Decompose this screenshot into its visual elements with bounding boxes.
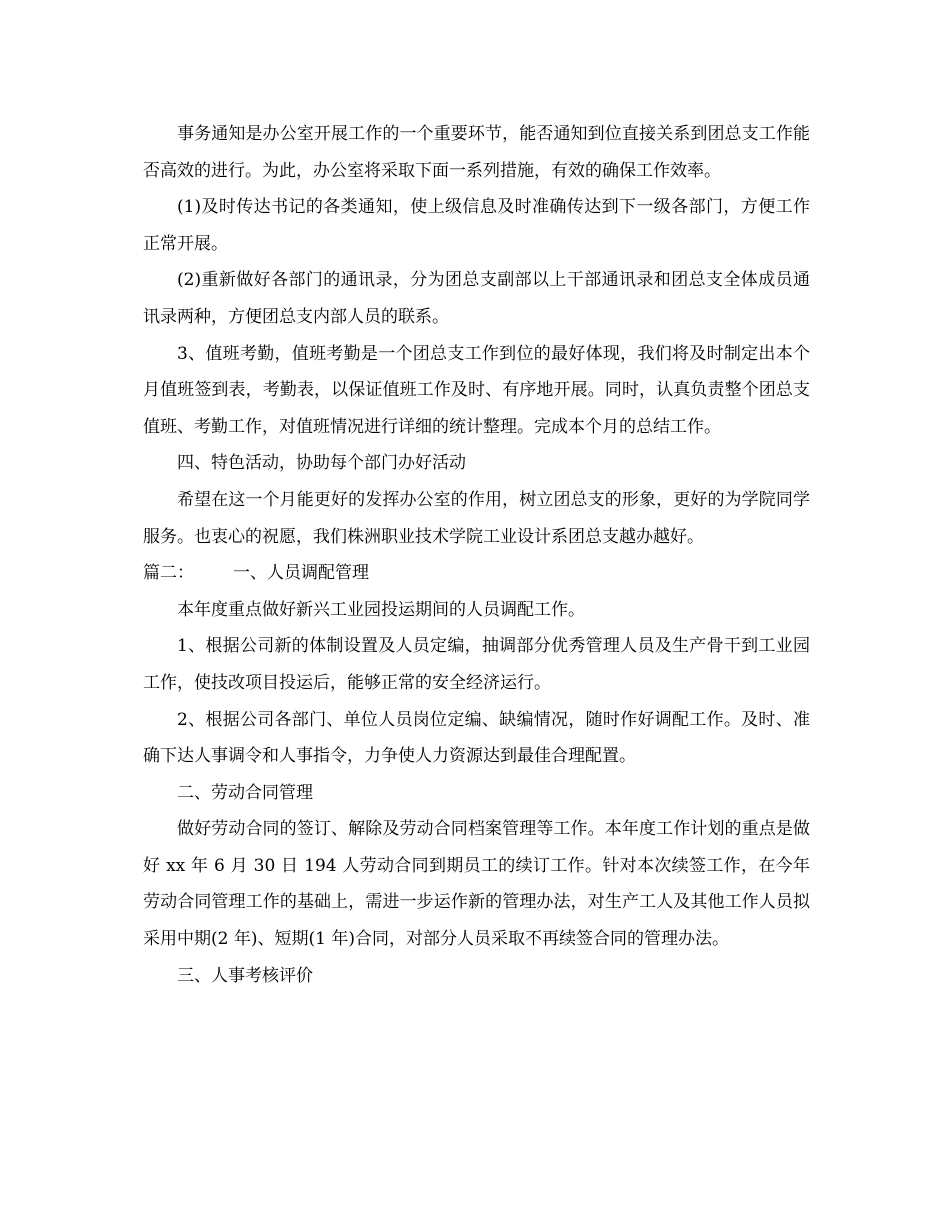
paragraph-labor-contract: 做好劳动合同的签订、解除及劳动合同档案管理等工作。本年度工作计划的重点是做好 xx 年 6 月 30 日 194 人劳动合同到期员工的续订工作。针对本次续签工作，在今年劳动合同管理工作的基础上，需进一步运作新的管理办法，对生产工人及其他工作人员拟采用中期(2 年)、短期(1 年)合同，对部分人员采取不再续签合同的管理办法。	[143, 819, 810, 950]
paragraph-staffing-2: 2、根据公司各部门、单位人员岗位定编、缺编情况，随时作好调配工作。及时、准确下达人事调令和人事指令，力争使人力资源达到最佳合理配置。	[143, 709, 810, 767]
paragraph-staffing-focus: 本年度重点做好新兴工业园投运期间的人员调配工作。	[177, 599, 585, 620]
heading-personnel-evaluation: 三、人事考核评价	[177, 965, 313, 986]
paragraph-closing-wish: 希望在这一个月能更好的发挥办公室的作用，树立团总支的形象，更好的为学院同学服务。也衷心的祝愿，我们株洲职业技术学院工业设计系团总支越办越好。	[143, 489, 810, 547]
paragraph-notice-intro: 事务通知是办公室开展工作的一个重要环节，能否通知到位直接关系到团总支工作能否高效的进行。为此，办公室将采取下面一系列措施，有效的确保工作效率。	[143, 124, 810, 181]
part-two-title: 一、人员调配管理	[233, 563, 369, 584]
paragraph-measure-1: (1)及时传达书记的各类通知，使上级信息及时准确传达到下一级各部门，方便工作正常开展。	[143, 197, 810, 254]
paragraph-measure-2: (2)重新做好各部门的通讯录，分为团总支副部以上干部通讯录和团总支全体成员通讯录两种，方便团总支内部人员的联系。	[143, 270, 810, 327]
paragraph-attendance: 3、值班考勤，值班考勤是一个团总支工作到位的最好体现，我们将及时制定出本个月值班签到表，考勤表，以保证值班工作及时、有序地开展。同时，认真负责整个团总支值班、考勤工作，对值班情况进行详细的统计整理。完成本个月的总结工作。	[143, 343, 810, 437]
part-two-label: 篇二：	[143, 563, 194, 584]
heading-labor-contract: 二、劳动合同管理	[177, 782, 313, 803]
paragraph-staffing-1: 1、根据公司新的体制设置及人员定编，抽调部分优秀管理人员及生产骨干到工业园工作，使技改项目投运后，能够正常的安全经济运行。	[143, 636, 810, 693]
heading-special-activities: 四、特色活动，协助每个部门办好活动	[177, 453, 466, 474]
part-two-heading	[143, 555, 810, 592]
